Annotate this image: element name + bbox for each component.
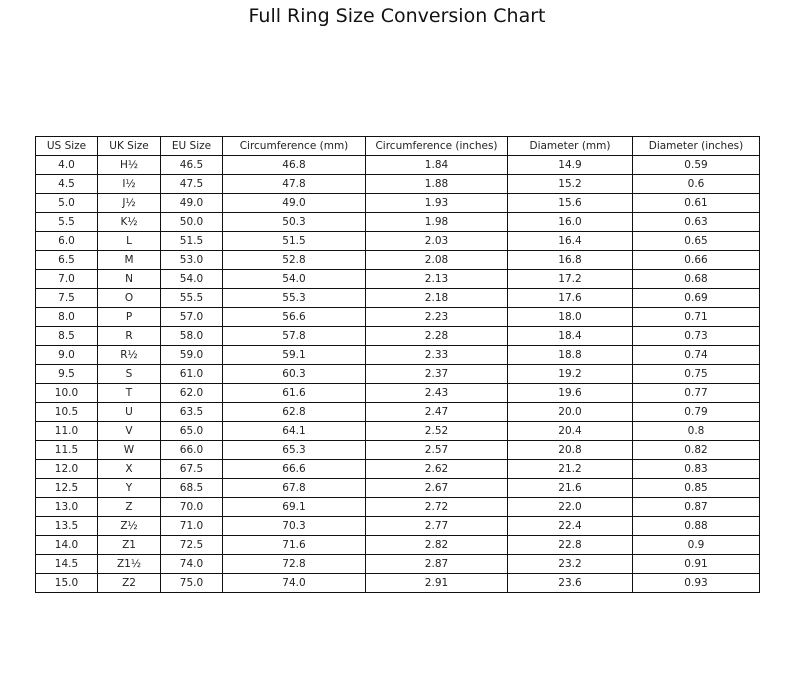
- us-size-cell: 13.0: [36, 498, 98, 517]
- circumference-mm-cell: 66.6: [223, 460, 366, 479]
- uk-size-cell: L: [98, 232, 161, 251]
- us-size-cell: 5.0: [36, 194, 98, 213]
- circumference-inches-cell: 2.28: [366, 327, 508, 346]
- us-size-cell: 15.0: [36, 574, 98, 593]
- eu-size-cell: 71.0: [161, 517, 223, 536]
- diameter-inches-cell: 0.69: [633, 289, 760, 308]
- diameter-mm-cell: 20.0: [508, 403, 633, 422]
- table-row: [36, 403, 760, 422]
- table-header-row: [36, 137, 760, 156]
- table-row: [36, 555, 760, 574]
- diameter-mm-cell: 22.0: [508, 498, 633, 517]
- circumference-inches-cell: 2.08: [366, 251, 508, 270]
- table-row: [36, 365, 760, 384]
- column-header-diameter-inches: Diameter (inches): [633, 137, 760, 156]
- column-header-circumference-inches: Circumference (inches): [366, 137, 508, 156]
- circumference-mm-cell: 46.8: [223, 156, 366, 175]
- circumference-mm-cell: 54.0: [223, 270, 366, 289]
- eu-size-cell: 58.0: [161, 327, 223, 346]
- circumference-mm-cell: 70.3: [223, 517, 366, 536]
- diameter-mm-cell: 21.6: [508, 479, 633, 498]
- table-row: [36, 270, 760, 289]
- circumference-inches-cell: 2.91: [366, 574, 508, 593]
- us-size-cell: 13.5: [36, 517, 98, 536]
- circumference-inches-cell: 2.72: [366, 498, 508, 517]
- column-header-eu-size: EU Size: [161, 137, 223, 156]
- us-size-cell: 12.5: [36, 479, 98, 498]
- table-row: [36, 384, 760, 403]
- diameter-inches-cell: 0.82: [633, 441, 760, 460]
- uk-size-cell: R½: [98, 346, 161, 365]
- table-row: [36, 441, 760, 460]
- circumference-inches-cell: 2.23: [366, 308, 508, 327]
- diameter-inches-cell: 0.79: [633, 403, 760, 422]
- eu-size-cell: 53.0: [161, 251, 223, 270]
- table-row: [36, 175, 760, 194]
- circumference-mm-cell: 64.1: [223, 422, 366, 441]
- diameter-mm-cell: 15.2: [508, 175, 633, 194]
- circumference-inches-cell: 2.82: [366, 536, 508, 555]
- column-header-us-size: US Size: [36, 137, 98, 156]
- us-size-cell: 4.0: [36, 156, 98, 175]
- uk-size-cell: Z2: [98, 574, 161, 593]
- uk-size-cell: M: [98, 251, 161, 270]
- us-size-cell: 12.0: [36, 460, 98, 479]
- column-header-circumference-mm: Circumference (mm): [223, 137, 366, 156]
- eu-size-cell: 59.0: [161, 346, 223, 365]
- diameter-mm-cell: 23.6: [508, 574, 633, 593]
- uk-size-cell: H½: [98, 156, 161, 175]
- uk-size-cell: Y: [98, 479, 161, 498]
- uk-size-cell: Z: [98, 498, 161, 517]
- circumference-mm-cell: 49.0: [223, 194, 366, 213]
- table-row: [36, 213, 760, 232]
- uk-size-cell: O: [98, 289, 161, 308]
- uk-size-cell: J½: [98, 194, 161, 213]
- us-size-cell: 14.0: [36, 536, 98, 555]
- diameter-mm-cell: 16.0: [508, 213, 633, 232]
- circumference-inches-cell: 1.98: [366, 213, 508, 232]
- table-row: [36, 194, 760, 213]
- eu-size-cell: 55.5: [161, 289, 223, 308]
- uk-size-cell: K½: [98, 213, 161, 232]
- eu-size-cell: 49.0: [161, 194, 223, 213]
- uk-size-cell: I½: [98, 175, 161, 194]
- us-size-cell: 6.5: [36, 251, 98, 270]
- circumference-mm-cell: 56.6: [223, 308, 366, 327]
- table-row: [36, 232, 760, 251]
- us-size-cell: 6.0: [36, 232, 98, 251]
- diameter-mm-cell: 18.8: [508, 346, 633, 365]
- diameter-inches-cell: 0.75: [633, 365, 760, 384]
- diameter-inches-cell: 0.83: [633, 460, 760, 479]
- eu-size-cell: 51.5: [161, 232, 223, 251]
- uk-size-cell: X: [98, 460, 161, 479]
- circumference-mm-cell: 59.1: [223, 346, 366, 365]
- circumference-inches-cell: 2.52: [366, 422, 508, 441]
- circumference-inches-cell: 2.62: [366, 460, 508, 479]
- uk-size-cell: Z½: [98, 517, 161, 536]
- table-row: [36, 479, 760, 498]
- eu-size-cell: 47.5: [161, 175, 223, 194]
- eu-size-cell: 66.0: [161, 441, 223, 460]
- circumference-inches-cell: 2.03: [366, 232, 508, 251]
- circumference-mm-cell: 67.8: [223, 479, 366, 498]
- diameter-mm-cell: 14.9: [508, 156, 633, 175]
- diameter-mm-cell: 17.2: [508, 270, 633, 289]
- eu-size-cell: 68.5: [161, 479, 223, 498]
- column-header-diameter-mm: Diameter (mm): [508, 137, 633, 156]
- circumference-mm-cell: 50.3: [223, 213, 366, 232]
- table-row: [36, 289, 760, 308]
- table-row: [36, 498, 760, 517]
- diameter-mm-cell: 20.4: [508, 422, 633, 441]
- circumference-inches-cell: 2.43: [366, 384, 508, 403]
- circumference-mm-cell: 72.8: [223, 555, 366, 574]
- circumference-inches-cell: 2.87: [366, 555, 508, 574]
- circumference-mm-cell: 69.1: [223, 498, 366, 517]
- diameter-inches-cell: 0.66: [633, 251, 760, 270]
- uk-size-cell: Z1½: [98, 555, 161, 574]
- eu-size-cell: 50.0: [161, 213, 223, 232]
- diameter-inches-cell: 0.61: [633, 194, 760, 213]
- circumference-inches-cell: 1.84: [366, 156, 508, 175]
- diameter-mm-cell: 15.6: [508, 194, 633, 213]
- diameter-inches-cell: 0.85: [633, 479, 760, 498]
- table-row: [36, 574, 760, 593]
- diameter-mm-cell: 23.2: [508, 555, 633, 574]
- circumference-mm-cell: 65.3: [223, 441, 366, 460]
- diameter-mm-cell: 20.8: [508, 441, 633, 460]
- diameter-inches-cell: 0.87: [633, 498, 760, 517]
- diameter-inches-cell: 0.9: [633, 536, 760, 555]
- table-row: [36, 346, 760, 365]
- us-size-cell: 11.0: [36, 422, 98, 441]
- circumference-mm-cell: 51.5: [223, 232, 366, 251]
- diameter-mm-cell: 21.2: [508, 460, 633, 479]
- table-row: [36, 308, 760, 327]
- diameter-inches-cell: 0.88: [633, 517, 760, 536]
- eu-size-cell: 72.5: [161, 536, 223, 555]
- uk-size-cell: N: [98, 270, 161, 289]
- diameter-inches-cell: 0.93: [633, 574, 760, 593]
- diameter-mm-cell: 19.2: [508, 365, 633, 384]
- diameter-mm-cell: 19.6: [508, 384, 633, 403]
- eu-size-cell: 67.5: [161, 460, 223, 479]
- uk-size-cell: W: [98, 441, 161, 460]
- circumference-mm-cell: 52.8: [223, 251, 366, 270]
- table-row: [36, 327, 760, 346]
- us-size-cell: 9.5: [36, 365, 98, 384]
- diameter-inches-cell: 0.6: [633, 175, 760, 194]
- uk-size-cell: P: [98, 308, 161, 327]
- uk-size-cell: U: [98, 403, 161, 422]
- us-size-cell: 9.0: [36, 346, 98, 365]
- circumference-mm-cell: 61.6: [223, 384, 366, 403]
- diameter-mm-cell: 18.4: [508, 327, 633, 346]
- eu-size-cell: 70.0: [161, 498, 223, 517]
- us-size-cell: 5.5: [36, 213, 98, 232]
- diameter-mm-cell: 22.4: [508, 517, 633, 536]
- chart-title: Full Ring Size Conversion Chart: [248, 5, 546, 27]
- eu-size-cell: 54.0: [161, 270, 223, 289]
- uk-size-cell: R: [98, 327, 161, 346]
- us-size-cell: 7.5: [36, 289, 98, 308]
- us-size-cell: 11.5: [36, 441, 98, 460]
- table-row: [36, 517, 760, 536]
- us-size-cell: 14.5: [36, 555, 98, 574]
- table-row: [36, 251, 760, 270]
- column-header-uk-size: UK Size: [98, 137, 161, 156]
- circumference-mm-cell: 47.8: [223, 175, 366, 194]
- diameter-mm-cell: 18.0: [508, 308, 633, 327]
- circumference-mm-cell: 57.8: [223, 327, 366, 346]
- circumference-mm-cell: 55.3: [223, 289, 366, 308]
- us-size-cell: 4.5: [36, 175, 98, 194]
- us-size-cell: 10.0: [36, 384, 98, 403]
- circumference-inches-cell: 2.67: [366, 479, 508, 498]
- us-size-cell: 10.5: [36, 403, 98, 422]
- circumference-inches-cell: 2.33: [366, 346, 508, 365]
- circumference-inches-cell: 2.77: [366, 517, 508, 536]
- circumference-inches-cell: 2.18: [366, 289, 508, 308]
- circumference-mm-cell: 60.3: [223, 365, 366, 384]
- table-row: [36, 460, 760, 479]
- eu-size-cell: 46.5: [161, 156, 223, 175]
- diameter-mm-cell: 16.8: [508, 251, 633, 270]
- diameter-inches-cell: 0.91: [633, 555, 760, 574]
- eu-size-cell: 65.0: [161, 422, 223, 441]
- circumference-inches-cell: 2.37: [366, 365, 508, 384]
- table-row: [36, 156, 760, 175]
- eu-size-cell: 75.0: [161, 574, 223, 593]
- us-size-cell: 8.0: [36, 308, 98, 327]
- diameter-mm-cell: 16.4: [508, 232, 633, 251]
- us-size-cell: 8.5: [36, 327, 98, 346]
- circumference-mm-cell: 71.6: [223, 536, 366, 555]
- circumference-inches-cell: 2.57: [366, 441, 508, 460]
- uk-size-cell: S: [98, 365, 161, 384]
- circumference-inches-cell: 1.88: [366, 175, 508, 194]
- diameter-inches-cell: 0.77: [633, 384, 760, 403]
- eu-size-cell: 61.0: [161, 365, 223, 384]
- eu-size-cell: 63.5: [161, 403, 223, 422]
- diameter-mm-cell: 22.8: [508, 536, 633, 555]
- circumference-inches-cell: 1.93: [366, 194, 508, 213]
- circumference-inches-cell: 2.47: [366, 403, 508, 422]
- eu-size-cell: 57.0: [161, 308, 223, 327]
- diameter-inches-cell: 0.65: [633, 232, 760, 251]
- circumference-mm-cell: 74.0: [223, 574, 366, 593]
- uk-size-cell: V: [98, 422, 161, 441]
- table-body: [36, 156, 760, 593]
- us-size-cell: 7.0: [36, 270, 98, 289]
- diameter-inches-cell: 0.63: [633, 213, 760, 232]
- circumference-mm-cell: 62.8: [223, 403, 366, 422]
- eu-size-cell: 62.0: [161, 384, 223, 403]
- table-row: [36, 536, 760, 555]
- ring-size-table: [35, 136, 760, 593]
- diameter-inches-cell: 0.8: [633, 422, 760, 441]
- uk-size-cell: Z1: [98, 536, 161, 555]
- diameter-inches-cell: 0.73: [633, 327, 760, 346]
- diameter-inches-cell: 0.71: [633, 308, 760, 327]
- diameter-inches-cell: 0.74: [633, 346, 760, 365]
- table-row: [36, 422, 760, 441]
- diameter-mm-cell: 17.6: [508, 289, 633, 308]
- uk-size-cell: T: [98, 384, 161, 403]
- circumference-inches-cell: 2.13: [366, 270, 508, 289]
- diameter-inches-cell: 0.59: [633, 156, 760, 175]
- eu-size-cell: 74.0: [161, 555, 223, 574]
- diameter-inches-cell: 0.68: [633, 270, 760, 289]
